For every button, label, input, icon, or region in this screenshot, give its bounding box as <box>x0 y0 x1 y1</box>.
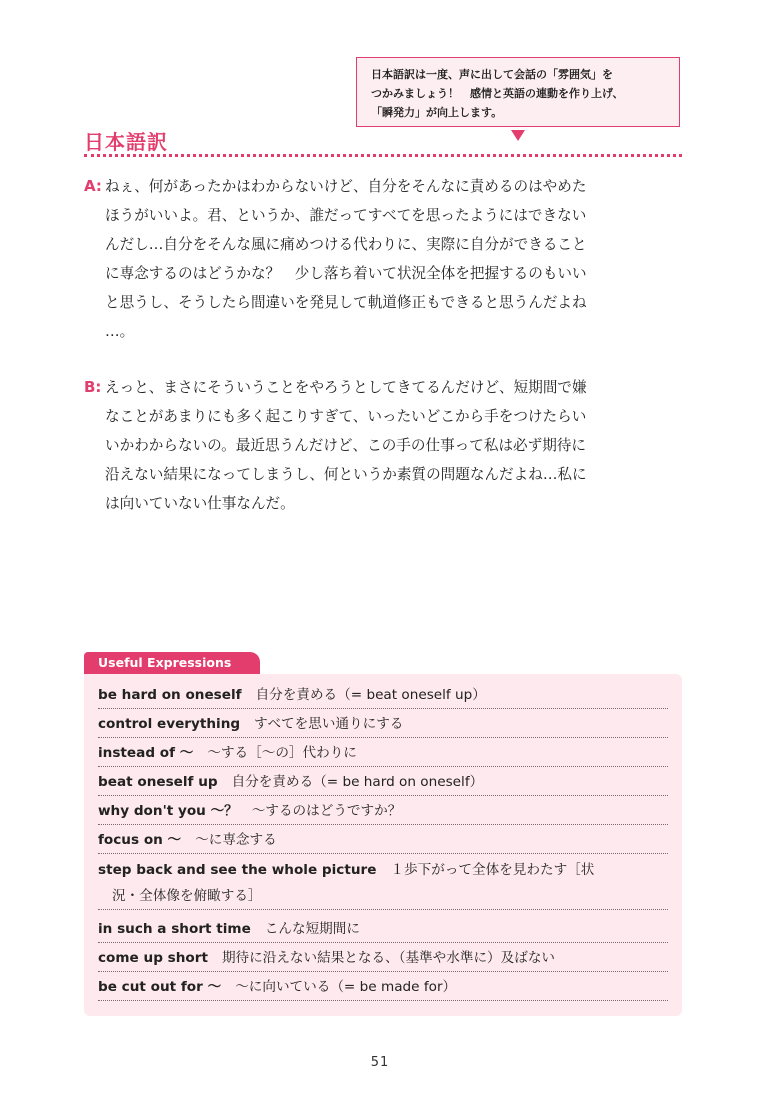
expression-english: be hard on oneself <box>98 687 242 703</box>
expression-english: come up short <box>98 950 208 966</box>
expression-row <box>98 948 668 972</box>
expression-english: focus on ～ <box>98 832 182 848</box>
callout-line: 「瞬発力」が向上します。 <box>371 106 503 119</box>
expression-english: step back and see the whole picture <box>98 862 377 878</box>
section-title: 日本語訳 <box>84 130 168 154</box>
expression-japanese: 自分を責める（= be hard on oneself） <box>231 774 484 790</box>
expression-row <box>98 919 668 943</box>
expression-row <box>98 977 668 1001</box>
expression-row <box>98 714 668 738</box>
dialogue-a <box>84 172 684 346</box>
dialogue-line: えっと、まさにそういうことをやろうとしてきてるんだけど、短期間で嫌 <box>105 379 587 396</box>
dialogue-line: ねぇ、何があったかはわからないけど、自分をそんなに責めるのはやめた <box>105 178 587 195</box>
expression-japanese: すべてを思い通りにする <box>254 716 404 732</box>
callout-line: つかみましょう！ 感情と英語の連動を作り上げ、 <box>371 87 624 100</box>
expression-japanese: ～に向いている（= be made for） <box>235 979 457 995</box>
expression-english: beat oneself up <box>98 774 218 790</box>
dialogue-line: いかわからないの。最近思うんだけど、この手の仕事って私は必ず期待に <box>105 437 587 454</box>
expression-japanese: ～する［～の］代わりに <box>207 745 357 761</box>
expression-japanese: ～するのはどうですか？ <box>251 803 402 819</box>
callout-pointer-icon <box>511 130 525 141</box>
dialogue-line: なことがあまりにも多く起こりすぎて、いったいどこから手をつけたらい <box>105 408 587 425</box>
tip-callout <box>356 57 680 127</box>
dialogue-line: …。 <box>105 323 135 340</box>
useful-expressions-box <box>84 674 682 1016</box>
dialogue-line: は向いていない仕事なんだ。 <box>105 495 295 512</box>
expression-japanese: 自分を責める（= beat oneself up） <box>255 687 486 703</box>
dialogue-text <box>105 373 684 518</box>
page-number: 51 <box>370 1055 390 1070</box>
useful-expressions-label: Useful Expressions <box>84 652 260 674</box>
expression-row <box>98 685 668 709</box>
expression-japanese: こんな短期間に <box>264 921 360 937</box>
expression-row <box>98 830 668 854</box>
expression-english: instead of ～ <box>98 745 194 761</box>
dialogue-text <box>105 172 684 346</box>
speaker-label: B: <box>84 378 102 396</box>
dialogue-line: に専念するのはどうかな？ 少し落ち着いて状況全体を把握するのもいい <box>105 265 587 282</box>
expression-japanese-continued: 況・全体像を俯瞰する］ <box>112 888 262 904</box>
expression-japanese: １歩下がって全体を見わたす［状 <box>390 862 595 878</box>
dialogue-b <box>84 373 684 518</box>
expression-english: in such a short time <box>98 921 251 937</box>
expression-english: why don't you ～？ <box>98 803 238 819</box>
expression-english: control everything <box>98 716 241 732</box>
dialogue-line: んだし…自分をそんな風に痛めつける代わりに、実際に自分ができること <box>105 236 587 253</box>
expression-japanese: 期待に沿えない結果となる、（基準や水準に）及ばない <box>221 950 556 966</box>
dialogue-line: ほうがいいよ。君、というか、誰だってすべてを思ったようにはできない <box>105 207 587 224</box>
expression-japanese: ～に専念する <box>195 832 277 848</box>
dialogue-line: 沿えない結果になってしまうし、何というか素質の問題なんだよね…私に <box>105 466 587 483</box>
expression-english: be cut out for ～ <box>98 979 222 995</box>
expression-row <box>98 801 668 825</box>
speaker-label: A: <box>84 177 102 195</box>
callout-line: 日本語訳は一度、声に出して会話の「雰囲気」を <box>371 68 613 81</box>
expression-row <box>98 860 668 910</box>
dialogue-line: と思うし、そうしたら間違いを発見して軌道修正もできると思うんだよね <box>105 294 587 311</box>
expression-row <box>98 772 668 796</box>
title-divider <box>84 154 682 157</box>
expression-row <box>98 743 668 767</box>
